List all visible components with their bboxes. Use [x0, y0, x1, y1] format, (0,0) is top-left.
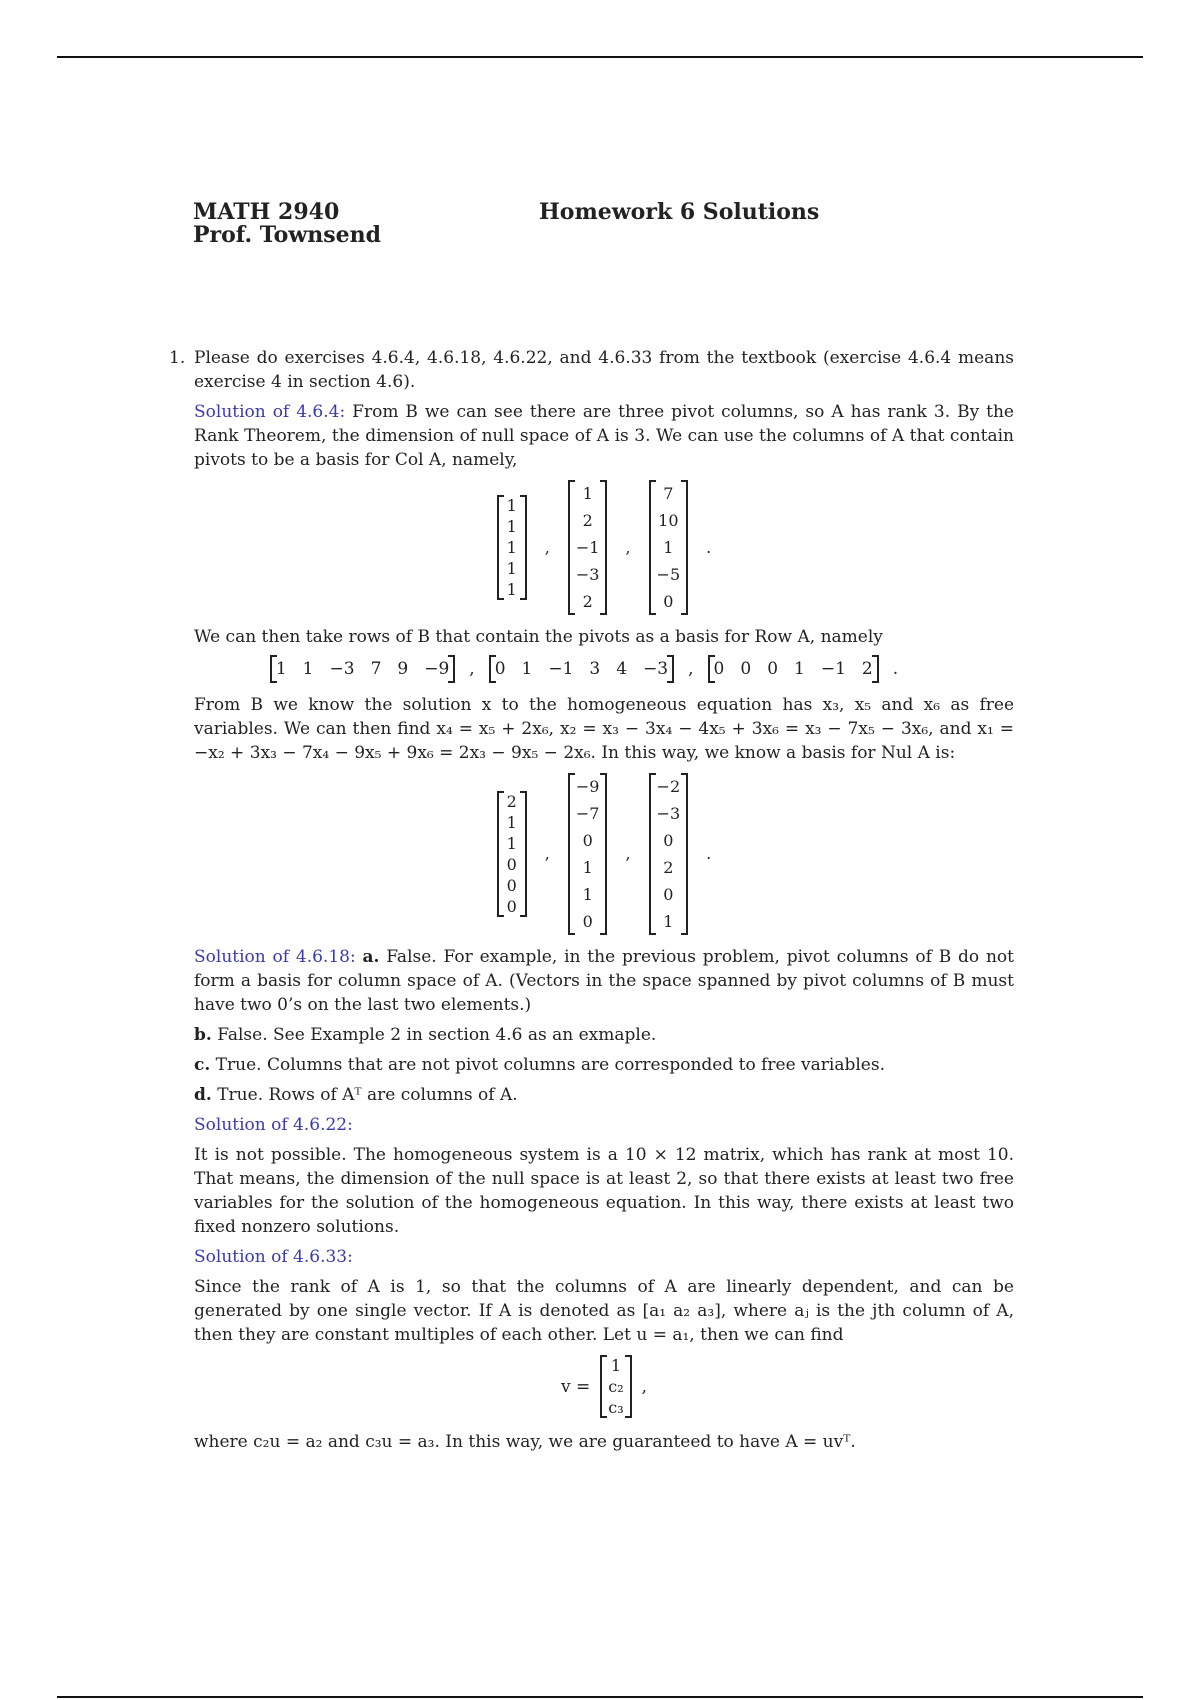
matrix-entry: 1	[663, 912, 674, 931]
item-text: True. Columns that are not pivot columns are corresponded to free variables.	[210, 1055, 885, 1075]
matrix-entry: 1	[506, 517, 517, 536]
v-vector	[600, 1355, 631, 1418]
solution-4618-c	[194, 1053, 1014, 1077]
matrix-entry: −3	[329, 659, 355, 679]
item-key: a.	[362, 947, 380, 967]
matrix-entry: 1	[506, 559, 517, 578]
comma: ,	[544, 844, 550, 863]
nul-basis-vector	[497, 791, 527, 917]
matrix-entry: 0	[582, 831, 593, 850]
nul-basis-vector	[649, 773, 689, 935]
professor-name: Prof. Townsend	[193, 222, 382, 248]
matrix-entry: −3	[575, 565, 600, 584]
matrix-entry: 1	[582, 858, 593, 877]
row-basis-vector	[270, 657, 455, 681]
comma: ,	[625, 844, 631, 863]
period: .	[706, 844, 712, 863]
matrix-entry: 2	[861, 659, 873, 679]
matrix-entry: 2	[663, 858, 674, 877]
col-basis-vector	[497, 495, 527, 600]
matrix-entry: 0	[582, 912, 593, 931]
problem-number: 1.	[169, 348, 186, 368]
matrix-entry: −9	[575, 777, 600, 796]
matrix-entry: 0	[506, 876, 517, 895]
matrix-entry: 2	[506, 792, 517, 811]
matrix-entry: 0	[663, 592, 674, 611]
comma: ,	[625, 537, 631, 557]
solution-4633-closing: where c₂u = a₂ and c₃u = a₃. In this way, we are guaranteed to have A = uvᵀ.	[194, 1432, 856, 1452]
item-text: True. Rows of Aᵀ are columns of A.	[211, 1085, 518, 1105]
solution-4618-link[interactable]: Solution of 4.6.18:	[194, 947, 356, 967]
matrix-entry: 1	[794, 659, 805, 679]
solution-4633-heading	[194, 1245, 1014, 1269]
matrix-entry: −1	[820, 659, 846, 679]
solution-4633-text: Since the rank of A is 1, so that the columns of A are linearly dependent, and can be generated by one single vector. If A is denoted as [a₁ a₂ a₃], where aⱼ is the jth column of A, then they are constant multiples of each other. Let u = a₁, then we can find	[194, 1277, 1014, 1345]
matrix-entry: 9	[397, 659, 409, 679]
matrix-entry: 1	[506, 496, 517, 515]
period: .	[892, 659, 899, 679]
matrix-entry: −3	[656, 804, 681, 823]
matrix-entry: 2	[582, 592, 593, 611]
solution-4618-a	[194, 945, 1014, 1017]
matrix-entry: 0	[506, 897, 517, 916]
document-body	[169, 346, 1014, 1460]
top-rule	[57, 56, 1143, 58]
solution-4622-heading	[194, 1113, 1014, 1137]
item-key: b.	[194, 1025, 212, 1045]
matrix-entry: −1	[575, 538, 600, 557]
matrix-entry: 1	[275, 659, 287, 679]
matrix-entry: −2	[656, 777, 681, 796]
matrix-entry: 1	[506, 580, 517, 599]
matrix-entry: 0	[713, 659, 725, 679]
matrix-entry: 1	[582, 885, 593, 904]
v-label: v =	[560, 1376, 591, 1397]
col-basis	[194, 480, 1014, 615]
row-basis-vector	[489, 657, 674, 681]
period: .	[706, 537, 712, 557]
item-key: c.	[194, 1055, 211, 1075]
matrix-entry: 10	[658, 511, 679, 530]
matrix-entry: 0	[767, 659, 779, 679]
item-key: d.	[194, 1085, 212, 1105]
row-basis-intro: We can then take rows of B that contain the pivots as a basis for Row A, namely	[194, 627, 883, 647]
row-basis	[154, 657, 1014, 681]
page-title: Homework 6 Solutions	[539, 199, 820, 225]
matrix-entry: −5	[656, 565, 681, 584]
comma: ,	[688, 659, 694, 679]
matrix-entry: 1	[582, 484, 593, 503]
col-basis-vector	[568, 480, 608, 615]
course-name: MATH 2940	[193, 199, 340, 225]
matrix-entry: 1	[506, 813, 517, 832]
nul-basis-intro: From B we know the solution x to the homogeneous equation has x₃, x₅ and x₆ as free variables. We can then find x₄ = x₅ + 2x₆, x₂ = x₃ − 3x₄ − 4x₅ + 3x₆ = x₃ − 7x₅ − 3x₆, and x₁ = −x₂ + 3x₃ − 7x₄ − 9x₅ + 9x₆ = 2x₃ − 9x₅ − 2x₆. In this way, we know a basis for Nul A is:	[194, 695, 1014, 763]
matrix-entry: 7	[370, 659, 382, 679]
solution-4633-link[interactable]: Solution of 4.6.33:	[194, 1247, 353, 1267]
nul-basis	[194, 773, 1014, 935]
matrix-entry: 1	[506, 834, 517, 853]
matrix-entry: 0	[663, 831, 674, 850]
matrix-entry: 1	[521, 659, 533, 679]
matrix-entry: 1	[610, 1356, 622, 1375]
matrix-entry: 0	[663, 885, 674, 904]
solution-4618-b	[194, 1023, 1014, 1047]
solution-464-intro	[194, 400, 1014, 472]
matrix-entry: −3	[643, 659, 669, 679]
matrix-entry: −1	[548, 659, 574, 679]
row-basis-vector	[708, 657, 879, 681]
item-text: False. See Example 2 in section 4.6 as an exmaple.	[211, 1025, 657, 1045]
solution-4622-link[interactable]: Solution of 4.6.22:	[194, 1115, 353, 1135]
matrix-entry: 1	[506, 538, 517, 557]
solution-4622-text: It is not possible. The homogeneous system is a 10 × 12 matrix, which has rank at most 10. That means, the dimension of the null space is at least 2, so that there exists at least two free variables for the solution of the homogeneous equation. In this way, there exists at least two fixed nonzero solutions.	[194, 1145, 1014, 1237]
col-basis-vector	[649, 480, 689, 615]
solution-464-link[interactable]: Solution of 4.6.4:	[194, 402, 346, 422]
matrix-entry: c₃	[608, 1398, 624, 1417]
matrix-entry: c₂	[608, 1377, 624, 1396]
matrix-entry: −9	[424, 659, 450, 679]
matrix-entry: 1	[663, 538, 674, 557]
comma: ,	[544, 537, 550, 557]
item-text: False. For example, in the previous problem, pivot columns of B do not form a basis for column space of A. (Vectors in the space spanned by pivot columns of B must have two 0’s on the last two elements.)	[194, 947, 1014, 1015]
matrix-entry: 7	[663, 484, 674, 503]
solution-4618-d	[194, 1083, 1014, 1107]
matrix-entry: 0	[494, 659, 506, 679]
matrix-entry: −7	[575, 804, 600, 823]
matrix-entry: 2	[582, 511, 593, 530]
matrix-entry: 4	[616, 659, 628, 679]
matrix-entry: 0	[740, 659, 752, 679]
bottom-rule	[57, 1696, 1143, 1698]
comma: ,	[469, 659, 475, 679]
v-equation	[194, 1355, 1014, 1418]
nul-basis-vector	[568, 773, 608, 935]
comma: ,	[641, 1376, 648, 1397]
problem-prompt: Please do exercises 4.6.4, 4.6.18, 4.6.22, and 4.6.33 from the textbook (exercise 4.6.4 means exercise 4 in section 4.6).	[194, 348, 1014, 392]
matrix-entry: 1	[302, 659, 314, 679]
matrix-entry: 3	[589, 659, 601, 679]
solution-464-text: From B we can see there are three pivot columns, so A has rank 3. By the Rank Theorem, the dimension of null space of A is 3. We can use the columns of A that contain pivots to be a basis for Col A, namely,	[194, 402, 1014, 470]
matrix-entry: 0	[506, 855, 517, 874]
